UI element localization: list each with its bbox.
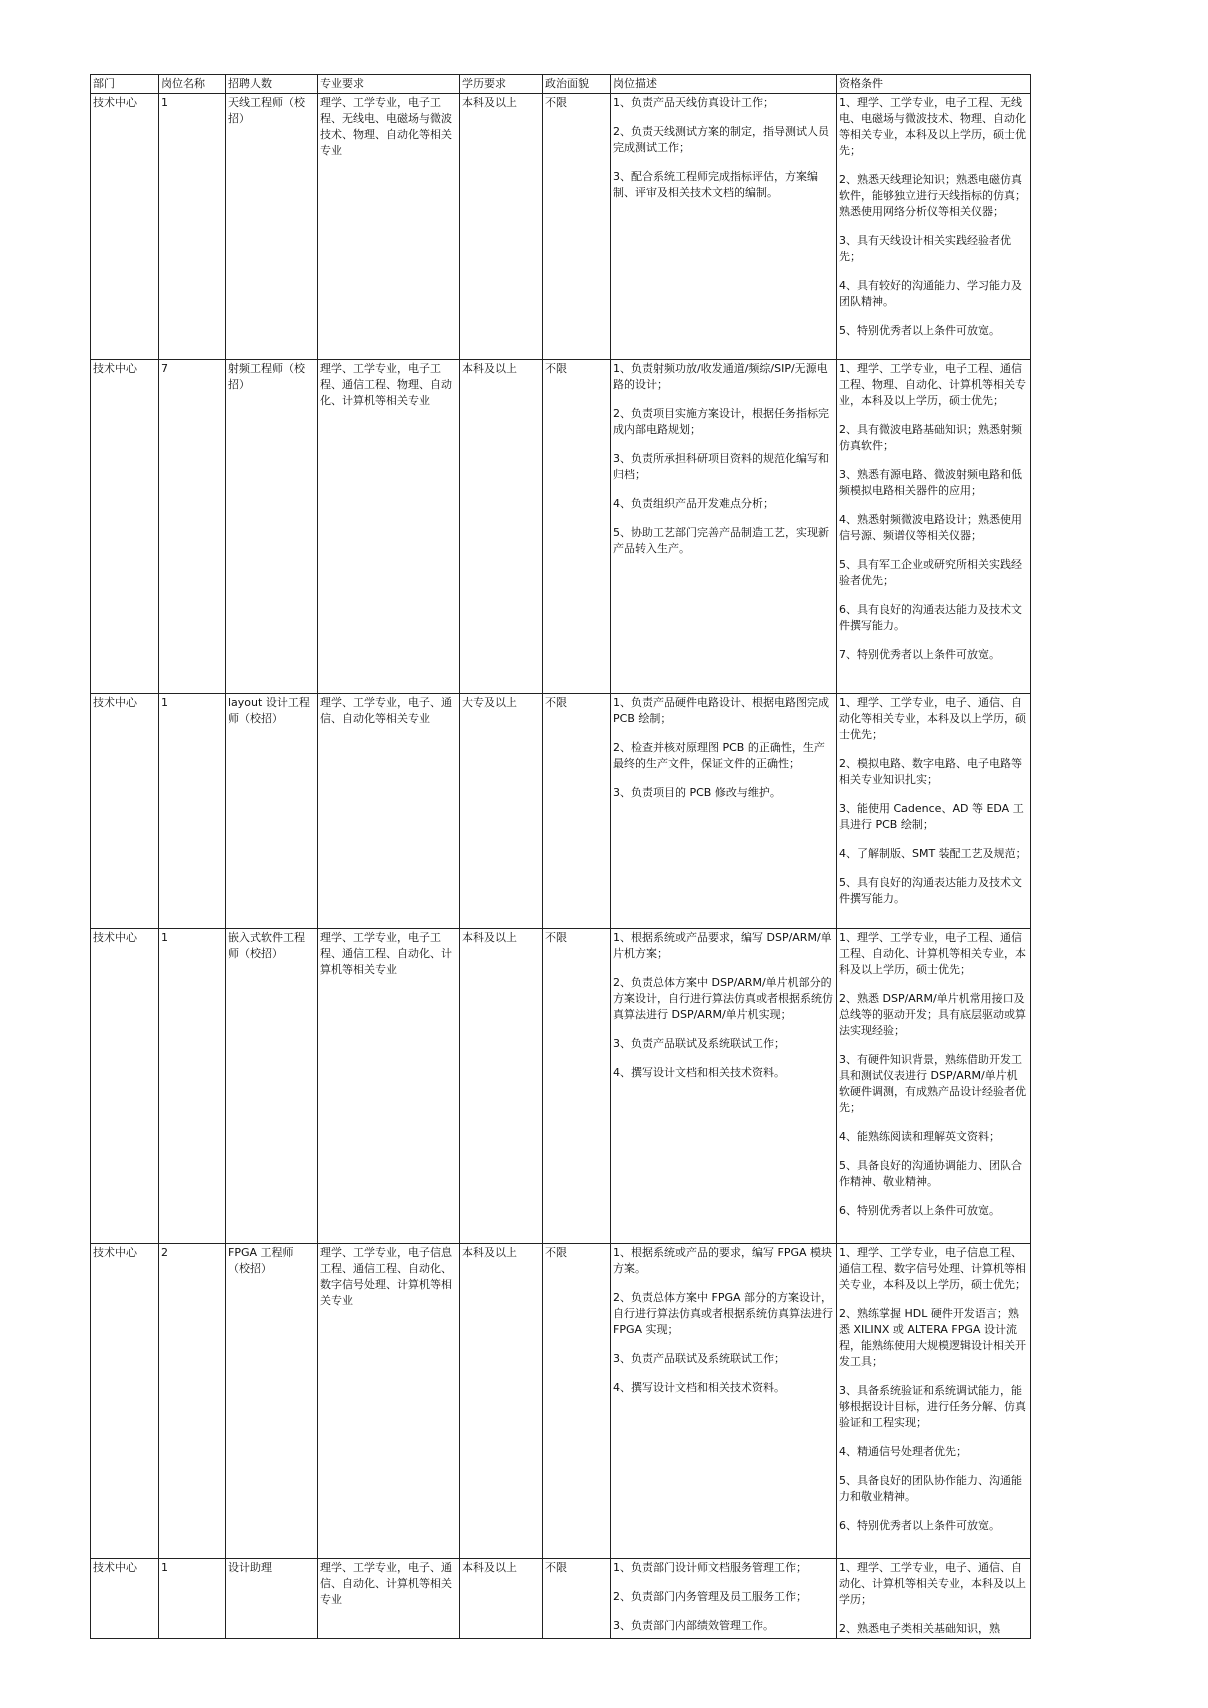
cell-political-status: 不限: [543, 1244, 611, 1559]
qualification-item: 5、特别优秀者以上条件可放宽。: [839, 324, 1000, 337]
header-political-status: 政治面貌: [543, 75, 611, 94]
qualification-item: 7、特别优秀者以上条件可放宽。: [839, 648, 1000, 661]
cell-qualifications: [837, 94, 1031, 360]
qualification-item: 3、具备系统验证和系统调试能力，能够根据设计目标，进行任务分解、仿真验证和工程实现；: [839, 1384, 1026, 1429]
cell-education-requirement: 大专及以上: [460, 694, 543, 929]
cell-job-description: [611, 694, 837, 929]
cell-hiring-count: 1: [159, 1559, 226, 1639]
description-item: 2、负责部门内务管理及员工服务工作；: [613, 1590, 807, 1603]
cell-political-status: 不限: [543, 929, 611, 1244]
qualification-item: 5、具备良好的团队协作能力、沟通能力和敬业精神。: [839, 1474, 1022, 1503]
cell-education-requirement: 本科及以上: [460, 1244, 543, 1559]
cell-position-name: layout 设计工程师（校招）: [226, 694, 318, 929]
table-row: [91, 94, 1031, 360]
description-item: 1、负责产品天线仿真设计工作；: [613, 96, 774, 109]
qualification-item: 1、理学、工学专业，电子工程、无线电、电磁场与微波技术、物理、自动化等相关专业，本科及以上学历，硕士优先；: [839, 96, 1026, 157]
cell-political-status: 不限: [543, 1559, 611, 1639]
qualification-item: 6、具有良好的沟通表达能力及技术文件撰写能力。: [839, 603, 1022, 632]
cell-job-description: [611, 929, 837, 1244]
qualification-item: 2、熟悉 DSP/ARM/单片机常用接口及总线等的驱动开发；具有底层驱动或算法实现经验；: [839, 992, 1026, 1037]
qualification-item: 3、能使用 Cadence、AD 等 EDA 工具进行 PCB 绘制；: [839, 802, 1024, 831]
cell-education-requirement: 本科及以上: [460, 94, 543, 360]
qualification-item: 1、理学、工学专业，电子工程、通信工程、物理、自动化、计算机等相关专业，本科及以上学历，硕士优先；: [839, 362, 1026, 407]
cell-major-requirement: 理学、工学专业，电子信息工程、通信工程、自动化、数字信号处理、计算机等相关专业: [318, 1244, 460, 1559]
cell-hiring-count: 1: [159, 694, 226, 929]
cell-hiring-count: 1: [159, 929, 226, 1244]
header-row: [91, 75, 1031, 94]
qualification-item: 4、精通信号处理者优先；: [839, 1445, 967, 1458]
header-qualifications: 资格条件: [837, 75, 1031, 94]
cell-position-name: 天线工程师（校招）: [226, 94, 318, 360]
cell-major-requirement: 理学、工学专业，电子、通信、自动化等相关专业: [318, 694, 460, 929]
qualification-item: 2、模拟电路、数字电路、电子电路等相关专业知识扎实；: [839, 757, 1022, 786]
qualification-item: 6、特别优秀者以上条件可放宽。: [839, 1519, 1000, 1532]
qualification-item: 1、理学、工学专业，电子信息工程、通信工程、数字信号处理、计算机等相关专业，本科及以上学历，硕士优先；: [839, 1246, 1026, 1291]
cell-major-requirement: 理学、工学专业，电子工程、通信工程、物理、自动化、计算机等相关专业: [318, 360, 460, 694]
cell-hiring-count: 7: [159, 360, 226, 694]
cell-education-requirement: 本科及以上: [460, 929, 543, 1244]
header-position-name: 岗位名称: [159, 75, 226, 94]
qualification-item: 5、具有良好的沟通表达能力及技术文件撰写能力。: [839, 876, 1022, 905]
description-item: 3、负责产品联试及系统联试工作；: [613, 1037, 785, 1050]
cell-hiring-count: 2: [159, 1244, 226, 1559]
cell-major-requirement: 理学、工学专业，电子、通信、自动化、计算机等相关专业: [318, 1559, 460, 1639]
cell-job-description: [611, 360, 837, 694]
cell-qualifications: [837, 360, 1031, 694]
qualification-item: 3、具有天线设计相关实践经验者优先；: [839, 234, 1011, 263]
description-item: 4、负责组织产品开发难点分析；: [613, 497, 774, 510]
description-item: 1、根据系统或产品的要求，编写 FPGA 模块方案。: [613, 1246, 832, 1275]
cell-position-name: 射频工程师（校招）: [226, 360, 318, 694]
description-item: 1、负责射频功放/收发通道/频综/SIP/无源电路的设计；: [613, 362, 828, 391]
cell-qualifications: [837, 929, 1031, 1244]
description-item: 2、负责项目实施方案设计，根据任务指标完成内部电路规划；: [613, 407, 829, 436]
cell-qualifications: [837, 1559, 1031, 1639]
qualification-item: 4、了解制版、SMT 装配工艺及规范；: [839, 847, 1027, 860]
cell-job-description: [611, 94, 837, 360]
header-hiring-count: 招聘人数: [226, 75, 318, 94]
cell-job-description: [611, 1559, 837, 1639]
qualification-item: 5、具有军工企业或研究所相关实践经验者优先；: [839, 558, 1022, 587]
cell-qualifications: [837, 1244, 1031, 1559]
qualification-item: 2、熟练掌握 HDL 硬件开发语言；熟悉 XILINX 或 ALTERA FPGA 设计流程，能熟练使用大规模逻辑设计相关开发工具；: [839, 1307, 1026, 1368]
description-item: 2、检查并核对原理图 PCB 的正确性，生产最终的生产文件，保证文件的正确性；: [613, 741, 825, 770]
qualification-item: 1、理学、工学专业，电子工程、通信工程、自动化、计算机等相关专业，本科及以上学历，硕士优先；: [839, 931, 1026, 976]
qualification-item: 4、熟悉射频微波电路设计；熟悉使用信号源、频谱仪等相关仪器；: [839, 513, 1022, 542]
cell-hiring-count: 1: [159, 94, 226, 360]
description-item: 3、负责所承担科研项目资料的规范化编写和归档；: [613, 452, 829, 481]
cell-position-name: FPGA 工程师（校招）: [226, 1244, 318, 1559]
cell-position-name: 设计助理: [226, 1559, 318, 1639]
cell-qualifications: [837, 694, 1031, 929]
cell-political-status: 不限: [543, 360, 611, 694]
description-item: 3、负责部门内部绩效管理工作。: [613, 1619, 774, 1632]
qualification-item: 2、具有微波电路基础知识；熟悉射频仿真软件；: [839, 423, 1022, 452]
table-row: [91, 694, 1031, 929]
description-item: 3、负责项目的 PCB 修改与维护。: [613, 786, 781, 799]
description-item: 2、负责总体方案中 DSP/ARM/单片机部分的方案设计，自行进行算法仿真或者根据系统仿真算法进行 DSP/ARM/单片机实现；: [613, 976, 833, 1021]
table-row: [91, 1559, 1031, 1639]
description-item: 2、负责天线测试方案的制定，指导测试人员完成测试工作；: [613, 125, 829, 154]
description-item: 1、根据系统或产品要求，编写 DSP/ARM/单片机方案；: [613, 931, 832, 960]
qualification-item: 1、理学、工学专业，电子、通信、自动化等相关专业，本科及以上学历，硕士优先；: [839, 696, 1026, 741]
cell-position-name: 嵌入式软件工程师（校招）: [226, 929, 318, 1244]
qualification-item: 4、能熟练阅读和理解英文资料；: [839, 1130, 1000, 1143]
qualification-item: 2、熟悉天线理论知识；熟悉电磁仿真软件，能够独立进行天线指标的仿真；熟悉使用网络分析仪等相关仪器；: [839, 173, 1026, 218]
cell-job-description: [611, 1244, 837, 1559]
cell-department: 技术中心: [91, 929, 159, 1244]
table-row: [91, 360, 1031, 694]
qualification-item: 3、有硬件知识背景，熟练借助开发工具和测试仪表进行 DSP/ARM/单片机软硬件调测，有成熟产品设计经验者优先；: [839, 1053, 1026, 1114]
header-education-requirement: 学历要求: [460, 75, 543, 94]
header-department: 部门: [91, 75, 159, 94]
description-item: 5、协助工艺部门完善产品制造工艺，实现新产品转入生产。: [613, 526, 829, 555]
description-item: 2、负责总体方案中 FPGA 部分的方案设计，自行进行算法仿真或者根据系统仿真算法进行 FPGA 实现；: [613, 1291, 833, 1336]
table-row: [91, 1244, 1031, 1559]
qualification-item: 3、熟悉有源电路、微波射频电路和低频模拟电路相关器件的应用；: [839, 468, 1022, 497]
table-row: [91, 929, 1031, 1244]
qualification-item: 2、熟悉电子类相关基础知识，熟: [839, 1622, 1000, 1635]
cell-major-requirement: 理学、工学专业，电子工程、通信工程、自动化、计算机等相关专业: [318, 929, 460, 1244]
header-major-requirement: 专业要求: [318, 75, 460, 94]
description-item: 4、撰写设计文档和相关技术资料。: [613, 1381, 785, 1394]
cell-education-requirement: 本科及以上: [460, 360, 543, 694]
cell-education-requirement: 本科及以上: [460, 1559, 543, 1639]
cell-department: 技术中心: [91, 94, 159, 360]
recruitment-table: [90, 74, 1031, 1639]
cell-political-status: 不限: [543, 94, 611, 360]
cell-major-requirement: 理学、工学专业，电子工程、无线电、电磁场与微波技术、物理、自动化等相关专业: [318, 94, 460, 360]
description-item: 1、负责产品硬件电路设计、根据电路图完成 PCB 绘制；: [613, 696, 829, 725]
cell-department: 技术中心: [91, 694, 159, 929]
cell-department: 技术中心: [91, 1244, 159, 1559]
qualification-item: 4、具有较好的沟通能力、学习能力及团队精神。: [839, 279, 1022, 308]
qualification-item: 5、具备良好的沟通协调能力、团队合作精神、敬业精神。: [839, 1159, 1022, 1188]
qualification-item: 6、特别优秀者以上条件可放宽。: [839, 1204, 1000, 1217]
cell-political-status: 不限: [543, 694, 611, 929]
description-item: 3、负责产品联试及系统联试工作；: [613, 1352, 785, 1365]
description-item: 1、负责部门设计师文档服务管理工作；: [613, 1561, 807, 1574]
cell-department: 技术中心: [91, 360, 159, 694]
qualification-item: 1、理学、工学专业，电子、通信、自动化、计算机等相关专业，本科及以上学历；: [839, 1561, 1026, 1606]
description-item: 4、撰写设计文档和相关技术资料。: [613, 1066, 785, 1079]
cell-department: 技术中心: [91, 1559, 159, 1639]
description-item: 3、配合系统工程师完成指标评估，方案编制、评审及相关技术文档的编制。: [613, 170, 818, 199]
header-job-description: 岗位描述: [611, 75, 837, 94]
